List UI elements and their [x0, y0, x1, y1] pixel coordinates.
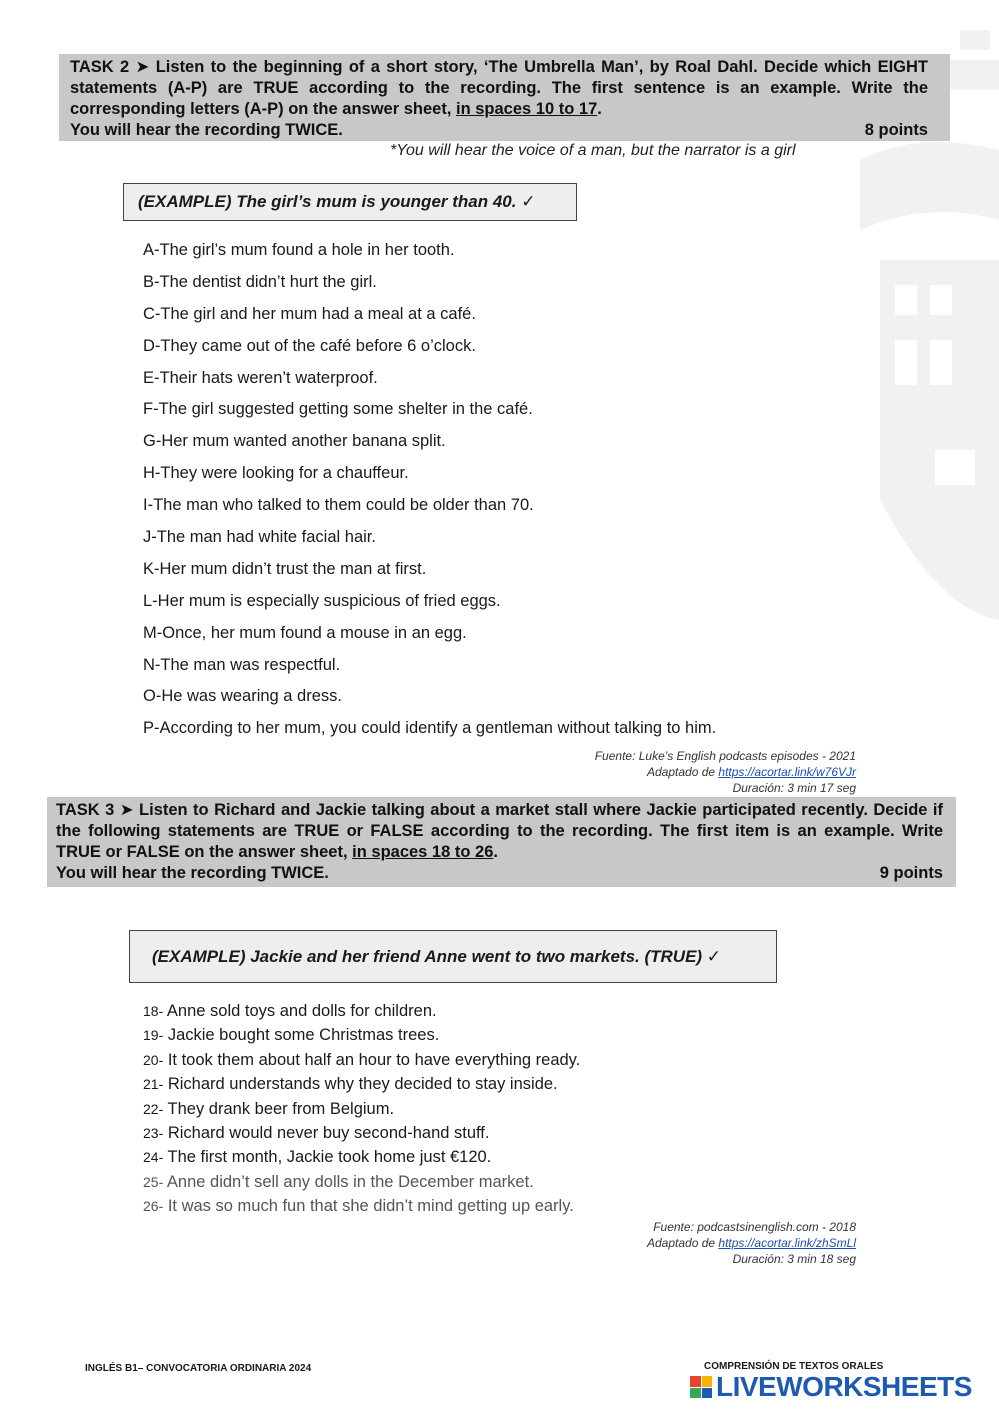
- statement-h: H-They were looking for a chauffeur.: [143, 464, 409, 483]
- task2-points: 8 points: [864, 121, 928, 139]
- task2-example-text: (EXAMPLE) The girl’s mum is younger than 40. ✓: [138, 192, 536, 211]
- task3-statement-list: [143, 1001, 580, 1221]
- statement-l: L-Her mum is especially suspicious of fried eggs.: [143, 591, 501, 610]
- task3-example-box: [129, 930, 777, 983]
- statement-22: 22- They drank beer from Belgium.: [143, 1099, 395, 1118]
- statement-24: 24- The first month, Jackie took home just €120.: [143, 1148, 492, 1167]
- statement-19: 19- Jackie bought some Christmas trees.: [143, 1026, 440, 1045]
- task2-answer-spaces: in spaces 10 to 17: [456, 100, 598, 118]
- statement-d: D-They came out of the café before 6 o’clock.: [143, 336, 476, 355]
- statement-o: O-He was wearing a dress.: [143, 687, 342, 706]
- statement-j: J-The man had white facial hair.: [143, 528, 376, 547]
- task3-instructions-box: [47, 797, 956, 887]
- task3-answer-spaces: in spaces 18 to 26: [352, 843, 494, 861]
- statement-i: I-The man who talked to them could be older than 70.: [143, 496, 534, 515]
- task2-instructions-box: [59, 54, 950, 141]
- task3-source-line: Fuente: podcastsinenglish.com - 2018: [653, 1220, 856, 1234]
- task2-statement-list: [143, 239, 716, 749]
- task3-example-text: (EXAMPLE) Jackie and her friend Anne went to two markets. (TRUE) ✓: [152, 946, 722, 966]
- statement-p: P-According to her mum, you could identify a gentleman without talking to him.: [143, 719, 717, 738]
- task2-voice-note: *You will hear the voice of a man, but the narrator is a girl: [390, 142, 796, 159]
- liveworksheets-brand[interactable]: LIVEWORKSHEETS: [716, 1371, 972, 1402]
- section-caption: COMPRENSIÓN DE TEXTOS ORALES: [704, 1361, 884, 1372]
- statement-g: G-Her mum wanted another banana split.: [143, 432, 446, 451]
- task2-source: Fuente: Luke’s English podcasts episodes - 2021 Adaptado de https://acortar.link/w76VJr Duración: 3 min 17 seg: [594, 749, 856, 795]
- statement-n: N-The man was respectful.: [143, 655, 341, 674]
- liveworksheets-logo-icon: [690, 1376, 712, 1398]
- task3-duration: Duración: 3 min 18 seg: [732, 1252, 856, 1266]
- statement-23: 23- Richard would never buy second-hand stuff.: [143, 1123, 490, 1142]
- task3-instructions: TASK 3 ➤ Listen to Richard and Jackie talking about a market stall where Jackie participated recently. Decide if the following statements are TRUE or FALSE according to the recording. The first item is an example. Write TRUE or FALSE on the answer sheet, in spaces 18 to 26.: [56, 801, 943, 861]
- task2-duration: Duración: 3 min 17 seg: [732, 781, 856, 795]
- statement-18: 18- Anne sold toys and dolls for children.: [143, 1002, 437, 1020]
- statement-m: M-Once, her mum found a mouse in an egg.: [143, 623, 467, 642]
- statement-f: F-The girl suggested getting some shelter in the café.: [143, 400, 533, 419]
- task3-source: Fuente: podcastsinenglish.com - 2018 Adaptado de https://acortar.link/zhSmLl Duración: 3 min 18 seg: [646, 1220, 856, 1266]
- task2-recording-note: You will hear the recording TWICE.: [70, 121, 343, 139]
- statement-20: 20- It took them about half an hour to have everything ready.: [143, 1050, 581, 1069]
- task2-source-line: Fuente: Luke’s English podcasts episodes - 2021: [594, 749, 856, 763]
- statement-21: 21- Richard understands why they decided to stay inside.: [143, 1075, 558, 1094]
- statement-b: B-The dentist didn’t hurt the girl.: [143, 272, 377, 291]
- statement-a: A-The girl’s mum found a hole in her tooth.: [143, 241, 455, 259]
- task2-source-link[interactable]: https://acortar.link/w76VJr: [718, 765, 856, 779]
- statement-e: E-Their hats weren’t waterproof.: [143, 368, 378, 387]
- statement-26: 26- It was so much fun that she didn’t mind getting up early.: [143, 1197, 574, 1216]
- task3-recording-note: You will hear the recording TWICE.: [56, 864, 329, 882]
- statement-k: K-Her mum didn’t trust the man at first.: [143, 559, 427, 578]
- statement-25: 25- Anne didn’t sell any dolls in the December market.: [143, 1172, 534, 1191]
- footer-branding: [690, 1361, 990, 1400]
- task3-points: 9 points: [879, 864, 943, 882]
- task3-source-link[interactable]: https://acortar.link/zhSmLl: [718, 1236, 856, 1250]
- task2-example-box: [123, 183, 577, 221]
- task2-instructions: TASK 2 ➤ Listen to the beginning of a short story, ‘The Umbrella Man’, by Roal Dahl. Decide which EIGHT statements (A-P) are TRUE according to the recording. The first sentence is an example. Write the corresponding letters (A-P) on the answer sheet, in spaces 10 to 17.: [70, 58, 928, 118]
- statement-c: C-The girl and her mum had a meal at a café.: [143, 304, 476, 323]
- exam-footer-label: INGLÉS B1– CONVOCATORIA ORDINARIA 2024: [85, 1363, 312, 1374]
